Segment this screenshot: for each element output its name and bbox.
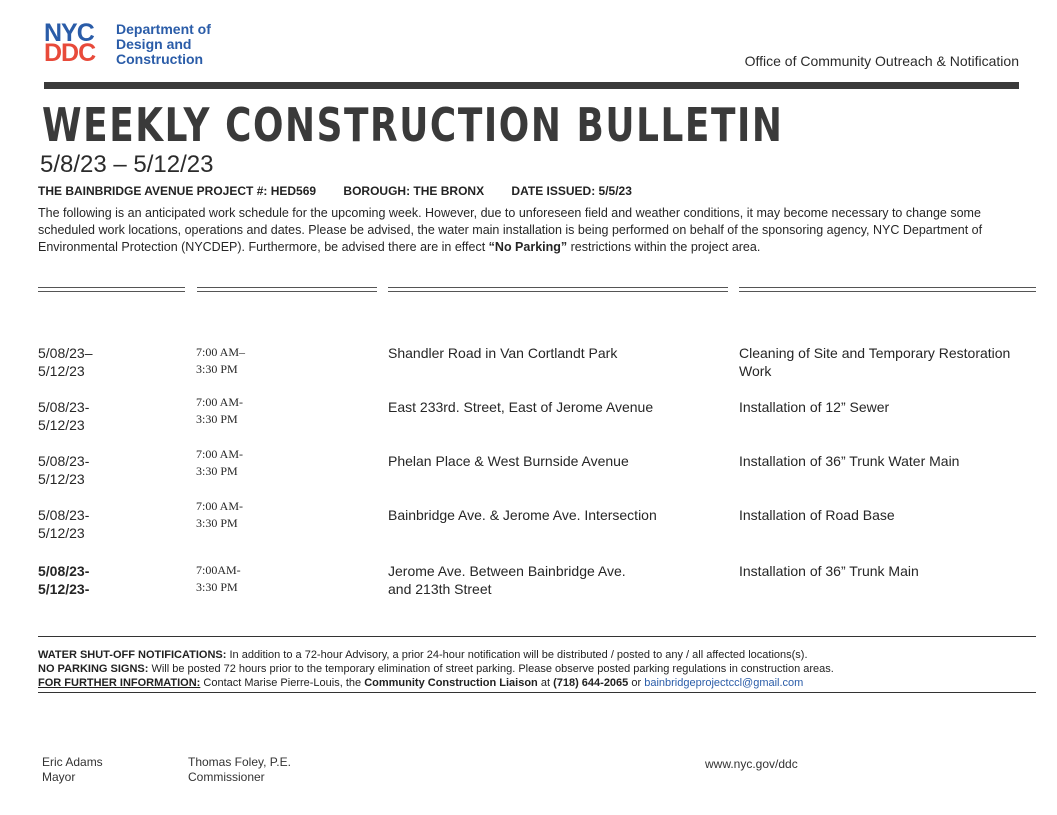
row-times <box>196 562 296 596</box>
start-time: 7:00 AM- <box>196 395 244 409</box>
project-meta <box>38 184 656 198</box>
start-time: 7:00 AM- <box>196 499 244 513</box>
website-link[interactable]: www.nyc.gov/ddc <box>705 757 798 771</box>
end-time: 3:30 PM <box>196 362 238 376</box>
row-work <box>739 506 1039 524</box>
notices-block <box>38 648 1036 690</box>
row-location <box>388 452 708 470</box>
notice-divider-bottom <box>38 692 1036 693</box>
column-rule-work <box>739 287 1036 292</box>
further-info-notice <box>38 676 1036 690</box>
start-date: 5/08/23- <box>38 507 90 523</box>
row-dates <box>38 344 148 380</box>
end-time: 3:30 PM <box>196 464 238 478</box>
agency-line: Design and <box>116 36 192 52</box>
date-range: 5/8/23 – 5/12/23 <box>40 151 214 178</box>
end-time: 3:30 PM <box>196 516 238 530</box>
nyc-ddc-logo <box>44 19 106 68</box>
work-line: Cleaning of Site and Temporary Restoration <box>739 345 1011 361</box>
work-line: Installation of Road Base <box>739 507 895 523</box>
commissioner-title: Commissioner <box>188 770 265 784</box>
notice-label: FOR FURTHER INFORMATION: <box>38 677 201 689</box>
start-date: 5/08/23- <box>38 399 90 415</box>
logo-nyc-text: NYC <box>44 19 94 47</box>
mayor-name: Eric Adams <box>42 755 103 769</box>
end-date: 5/12/23 <box>38 417 85 433</box>
intro-paragraph <box>38 205 1013 256</box>
intro-text: The following is an anticipated work schedule for the upcoming week. However, due to unforeseen field and weather conditions, it may become necessary to change some scheduled work locations, operations and dates. Please be advised, the water main installation is being performed on behalf of the sponsoring agency, NYC Department of Environmental Protection (NYCDEP). Furthermore, be advised there are in effect <box>38 206 983 254</box>
end-date: 5/12/23 <box>38 471 85 487</box>
project-number: THE BAINBRIDGE AVENUE PROJECT #: HED569 <box>38 184 317 198</box>
no-parking-notice <box>38 662 1036 676</box>
column-rule-location <box>388 287 728 292</box>
row-work <box>739 452 1039 470</box>
start-date: 5/08/23– <box>38 345 93 361</box>
location-line: Shandler Road in Van Cortlandt Park <box>388 345 618 361</box>
start-time: 7:00 AM– <box>196 345 246 359</box>
work-line: Installation of 36” Trunk Main <box>739 563 919 579</box>
notice-divider-top <box>38 636 1036 637</box>
header-divider <box>44 82 1019 89</box>
row-location <box>388 344 708 362</box>
row-location <box>388 562 708 598</box>
row-times <box>196 446 296 480</box>
notice-text: In addition to a 72-hour Advisory, a prior 24-hour notification will be distributed / posted to any / all affected locations(s). <box>226 649 808 661</box>
no-parking-emphasis: “No Parking” <box>488 240 568 254</box>
row-work <box>739 344 1039 380</box>
intro-text-end: restrictions within the project area. <box>567 240 761 254</box>
borough: BOROUGH: THE BRONX <box>343 184 485 198</box>
agency-line: Department of <box>116 21 211 37</box>
location-line: and 213th Street <box>388 581 492 597</box>
end-time: 3:30 PM <box>196 412 238 426</box>
date-issued: DATE ISSUED: 5/5/23 <box>511 184 632 198</box>
row-times <box>196 344 296 378</box>
water-shutoff-notice <box>38 648 1036 662</box>
row-location <box>388 398 708 416</box>
row-times <box>196 394 296 428</box>
page-title: WEEKLY CONSTRUCTION BULLETIN <box>42 98 784 152</box>
notice-text: or <box>628 677 645 689</box>
row-dates <box>38 562 148 598</box>
commissioner-signature <box>188 755 291 785</box>
row-location <box>388 506 708 524</box>
start-date: 5/08/23- <box>38 453 90 469</box>
column-rule-time <box>197 287 377 292</box>
liaison-title: Community Construction Liaison <box>364 677 538 689</box>
location-line: Jerome Ave. Between Bainbridge Ave. <box>388 563 626 579</box>
row-times <box>196 498 296 532</box>
location-line: East 233rd. Street, East of Jerome Avenue <box>388 399 654 415</box>
end-date: 5/12/23 <box>38 363 85 379</box>
end-date: 5/12/23- <box>38 581 90 597</box>
agency-line: Construction <box>116 51 204 67</box>
email-link[interactable]: bainbridgeprojectccl@gmail.com <box>644 677 804 689</box>
location-line: Bainbridge Ave. & Jerome Ave. Intersection <box>388 507 657 523</box>
row-work <box>739 398 1039 416</box>
office-name: Office of Community Outreach & Notification <box>744 53 1019 69</box>
end-date: 5/12/23 <box>38 525 85 541</box>
notice-text: Will be posted 72 hours prior to the temporary elimination of street parking. Please observe posted parking regulations in construction areas. <box>148 663 834 675</box>
notice-label: NO PARKING SIGNS: <box>38 663 149 675</box>
notice-label: WATER SHUT-OFF NOTIFICATIONS: <box>38 649 227 661</box>
notice-text: Contact Marise Pierre-Louis, the <box>200 677 365 689</box>
notice-text: at <box>537 677 554 689</box>
logo-ddc-text: DDC <box>44 39 96 67</box>
mayor-signature <box>42 755 103 785</box>
row-dates <box>38 398 148 434</box>
end-time: 3:30 PM <box>196 580 238 594</box>
row-dates <box>38 452 148 488</box>
row-work <box>739 562 1039 580</box>
start-date: 5/08/23- <box>38 563 90 579</box>
agency-name <box>116 22 246 67</box>
work-line: Work <box>739 363 772 379</box>
work-line: Installation of 36” Trunk Water Main <box>739 453 960 469</box>
location-line: Phelan Place & West Burnside Avenue <box>388 453 629 469</box>
row-dates <box>38 506 148 542</box>
commissioner-name: Thomas Foley, P.E. <box>188 755 291 769</box>
start-time: 7:00AM- <box>196 563 241 577</box>
work-line: Installation of 12” Sewer <box>739 399 890 415</box>
start-time: 7:00 AM- <box>196 447 244 461</box>
column-rule-date <box>38 287 185 292</box>
phone-number: (718) 644-2065 <box>553 677 629 689</box>
mayor-title: Mayor <box>42 770 76 784</box>
